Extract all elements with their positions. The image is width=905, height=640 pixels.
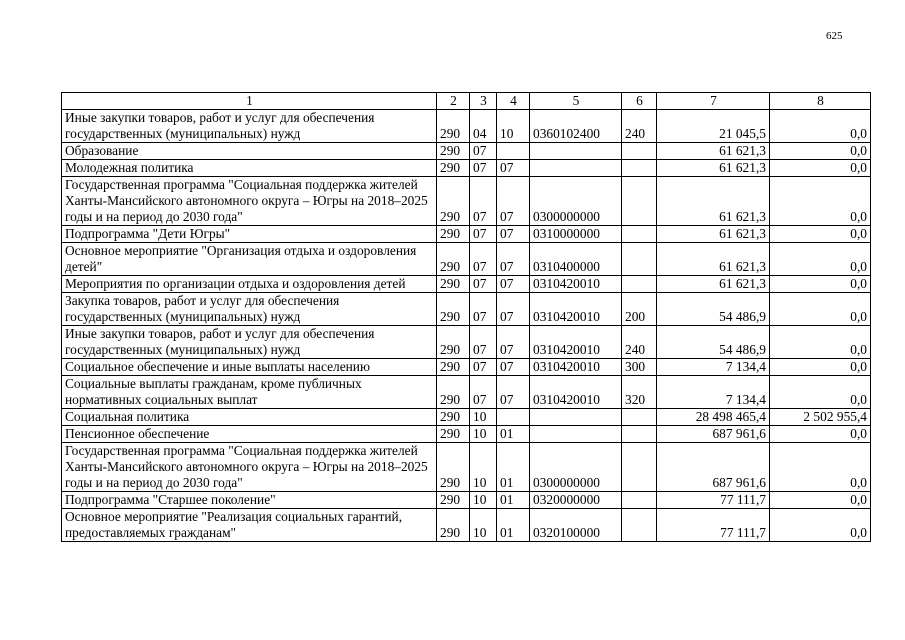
subvention-amount-cell: 0,0 [770, 293, 871, 326]
column-header: 1 [62, 93, 437, 110]
row-name-cell: Закупка товаров, работ и услуг для обеспечения государственных (муниципальных) нужд [62, 293, 437, 326]
subsection-cell: 10 [497, 110, 530, 143]
table-row [62, 426, 871, 443]
target-article-cell: 0310000000 [530, 226, 622, 243]
row-name-cell: Подпрограмма "Дети Югры" [62, 226, 437, 243]
amount-cell: 7 134,4 [657, 359, 770, 376]
table-row [62, 509, 871, 542]
code-cell: 290 [437, 143, 470, 160]
subvention-amount-cell: 0,0 [770, 359, 871, 376]
amount-cell: 21 045,5 [657, 110, 770, 143]
target-article-cell: 0320000000 [530, 492, 622, 509]
column-header: 5 [530, 93, 622, 110]
expense-type-cell: 300 [622, 359, 657, 376]
code-cell: 290 [437, 426, 470, 443]
subsection-cell: 07 [497, 376, 530, 409]
subvention-amount-cell: 0,0 [770, 143, 871, 160]
target-article-cell: 0310420010 [530, 376, 622, 409]
section-cell: 07 [470, 243, 497, 276]
expense-type-cell [622, 443, 657, 492]
amount-cell: 61 621,3 [657, 160, 770, 177]
subsection-cell [497, 143, 530, 160]
expense-type-cell [622, 509, 657, 542]
section-cell: 07 [470, 326, 497, 359]
row-name-cell: Молодежная политика [62, 160, 437, 177]
code-cell: 290 [437, 376, 470, 409]
code-cell: 290 [437, 110, 470, 143]
budget-table [61, 92, 871, 542]
target-article-cell: 0320100000 [530, 509, 622, 542]
subsection-cell: 07 [497, 243, 530, 276]
subvention-amount-cell: 0,0 [770, 426, 871, 443]
subvention-amount-cell: 2 502 955,4 [770, 409, 871, 426]
code-cell: 290 [437, 509, 470, 542]
table-row [62, 376, 871, 409]
table-row [62, 293, 871, 326]
subvention-amount-cell: 0,0 [770, 492, 871, 509]
subsection-cell [497, 409, 530, 426]
section-cell: 07 [470, 276, 497, 293]
section-cell: 07 [470, 177, 497, 226]
row-name-cell: Социальные выплаты гражданам, кроме публичных нормативных социальных выплат [62, 376, 437, 409]
column-header: 4 [497, 93, 530, 110]
expense-type-cell [622, 243, 657, 276]
expense-type-cell: 240 [622, 326, 657, 359]
section-cell: 10 [470, 426, 497, 443]
section-cell: 07 [470, 160, 497, 177]
expense-type-cell [622, 492, 657, 509]
amount-cell: 61 621,3 [657, 143, 770, 160]
section-cell: 10 [470, 509, 497, 542]
subsection-cell: 01 [497, 492, 530, 509]
target-article-cell: 0300000000 [530, 177, 622, 226]
subsection-cell: 07 [497, 177, 530, 226]
code-cell: 290 [437, 226, 470, 243]
target-article-cell: 0310420010 [530, 276, 622, 293]
expense-type-cell: 240 [622, 110, 657, 143]
section-cell: 07 [470, 226, 497, 243]
table-row [62, 409, 871, 426]
subsection-cell: 07 [497, 359, 530, 376]
code-cell: 290 [437, 409, 470, 426]
subsection-cell: 07 [497, 293, 530, 326]
amount-cell: 61 621,3 [657, 243, 770, 276]
expense-type-cell: 200 [622, 293, 657, 326]
subvention-amount-cell: 0,0 [770, 276, 871, 293]
expense-type-cell [622, 409, 657, 426]
subsection-cell: 01 [497, 426, 530, 443]
expense-type-cell [622, 160, 657, 177]
table-body [62, 110, 871, 542]
table-row [62, 143, 871, 160]
section-cell: 07 [470, 376, 497, 409]
subvention-amount-cell: 0,0 [770, 243, 871, 276]
amount-cell: 28 498 465,4 [657, 409, 770, 426]
subsection-cell: 07 [497, 326, 530, 359]
table-row [62, 443, 871, 492]
subvention-amount-cell: 0,0 [770, 177, 871, 226]
table-row [62, 110, 871, 143]
table-row [62, 243, 871, 276]
subvention-amount-cell: 0,0 [770, 509, 871, 542]
table-row [62, 492, 871, 509]
expense-type-cell [622, 226, 657, 243]
subvention-amount-cell: 0,0 [770, 376, 871, 409]
column-header: 2 [437, 93, 470, 110]
target-article-cell: 0310420010 [530, 326, 622, 359]
target-article-cell [530, 160, 622, 177]
row-name-cell: Социальное обеспечение и иные выплаты населению [62, 359, 437, 376]
section-cell: 07 [470, 143, 497, 160]
target-article-cell: 0300000000 [530, 443, 622, 492]
subvention-amount-cell: 0,0 [770, 326, 871, 359]
amount-cell: 7 134,4 [657, 376, 770, 409]
section-cell: 07 [470, 293, 497, 326]
code-cell: 290 [437, 359, 470, 376]
row-name-cell: Основное мероприятие "Организация отдыха и оздоровления детей" [62, 243, 437, 276]
row-name-cell: Социальная политика [62, 409, 437, 426]
target-article-cell [530, 426, 622, 443]
section-cell: 10 [470, 492, 497, 509]
table-row [62, 359, 871, 376]
section-cell: 10 [470, 409, 497, 426]
amount-cell: 61 621,3 [657, 226, 770, 243]
table-header-row [62, 93, 871, 110]
amount-cell: 54 486,9 [657, 326, 770, 359]
amount-cell: 77 111,7 [657, 509, 770, 542]
row-name-cell: Мероприятия по организации отдыха и оздоровления детей [62, 276, 437, 293]
subvention-amount-cell: 0,0 [770, 160, 871, 177]
expense-type-cell [622, 276, 657, 293]
code-cell: 290 [437, 276, 470, 293]
amount-cell: 61 621,3 [657, 276, 770, 293]
section-cell: 04 [470, 110, 497, 143]
column-header: 3 [470, 93, 497, 110]
table-row [62, 326, 871, 359]
table-row [62, 276, 871, 293]
subsection-cell: 01 [497, 509, 530, 542]
row-name-cell: Подпрограмма "Старшее поколение" [62, 492, 437, 509]
column-header: 7 [657, 93, 770, 110]
subsection-cell: 07 [497, 226, 530, 243]
subsection-cell: 07 [497, 160, 530, 177]
section-cell: 07 [470, 359, 497, 376]
subsection-cell: 01 [497, 443, 530, 492]
target-article-cell: 0310400000 [530, 243, 622, 276]
code-cell: 290 [437, 243, 470, 276]
row-name-cell: Пенсионное обеспечение [62, 426, 437, 443]
expense-type-cell [622, 177, 657, 226]
row-name-cell: Основное мероприятие "Реализация социальных гарантий, предоставляемых гражданам" [62, 509, 437, 542]
table-row [62, 160, 871, 177]
amount-cell: 687 961,6 [657, 443, 770, 492]
code-cell: 290 [437, 326, 470, 359]
row-name-cell: Государственная программа "Социальная поддержка жителей Ханты-Мансийского автономного округа – Югры на 2018–2025 годы и на период до 2030 года" [62, 177, 437, 226]
amount-cell: 687 961,6 [657, 426, 770, 443]
target-article-cell: 0310420010 [530, 293, 622, 326]
code-cell: 290 [437, 443, 470, 492]
table-row [62, 177, 871, 226]
subvention-amount-cell: 0,0 [770, 443, 871, 492]
subvention-amount-cell: 0,0 [770, 110, 871, 143]
subsection-cell: 07 [497, 276, 530, 293]
page-number: 625 [826, 30, 843, 42]
code-cell: 290 [437, 492, 470, 509]
target-article-cell [530, 409, 622, 426]
subvention-amount-cell: 0,0 [770, 226, 871, 243]
table-row [62, 226, 871, 243]
code-cell: 290 [437, 177, 470, 226]
expense-type-cell [622, 143, 657, 160]
column-header: 6 [622, 93, 657, 110]
row-name-cell: Иные закупки товаров, работ и услуг для обеспечения государственных (муниципальных) нужд [62, 326, 437, 359]
target-article-cell: 0310420010 [530, 359, 622, 376]
column-header: 8 [770, 93, 871, 110]
row-name-cell: Образование [62, 143, 437, 160]
target-article-cell: 0360102400 [530, 110, 622, 143]
target-article-cell [530, 143, 622, 160]
code-cell: 290 [437, 293, 470, 326]
row-name-cell: Государственная программа "Социальная поддержка жителей Ханты-Мансийского автономного округа – Югры на 2018–2025 годы и на период до 2030 года" [62, 443, 437, 492]
expense-type-cell: 320 [622, 376, 657, 409]
expense-type-cell [622, 426, 657, 443]
amount-cell: 61 621,3 [657, 177, 770, 226]
row-name-cell: Иные закупки товаров, работ и услуг для обеспечения государственных (муниципальных) нужд [62, 110, 437, 143]
amount-cell: 77 111,7 [657, 492, 770, 509]
section-cell: 10 [470, 443, 497, 492]
code-cell: 290 [437, 160, 470, 177]
amount-cell: 54 486,9 [657, 293, 770, 326]
